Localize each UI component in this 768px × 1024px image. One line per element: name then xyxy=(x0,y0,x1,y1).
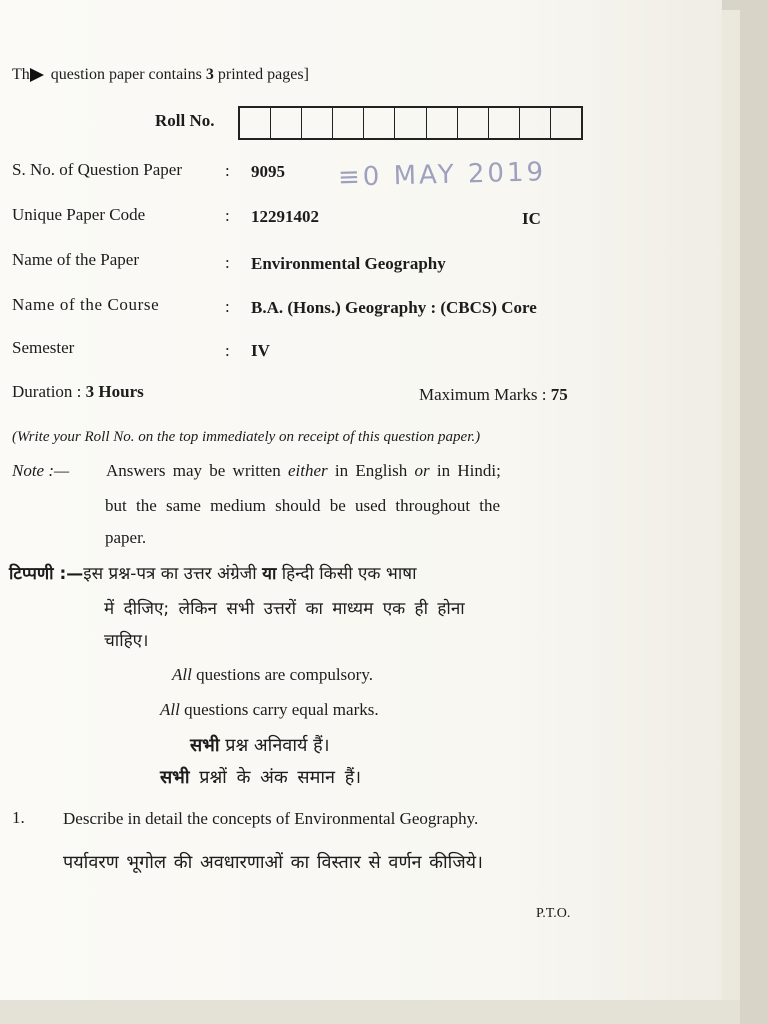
question-text-hi: पर्यावरण भूगोल की अवधारणाओं का विस्तार से वर्णन कीजिये। xyxy=(63,852,483,873)
field-value-course: B.A. (Hons.) Geography : (CBCS) Core xyxy=(251,298,537,317)
roll-number-cell[interactable] xyxy=(427,108,458,138)
roll-number-cell[interactable] xyxy=(240,108,271,138)
field-value-semester: IV xyxy=(251,341,270,360)
hindi-note-line-2: में दीजिए; लेकिन सभी उत्तरों का माध्यम एक ही होना xyxy=(104,599,465,619)
field-value-code: 12291402 xyxy=(251,207,319,226)
roll-number-cell[interactable] xyxy=(520,108,551,138)
roll-number-cell[interactable] xyxy=(271,108,302,138)
colon: : xyxy=(225,161,230,180)
rule-hindi-text: प्रश्नों के अंक समान हैं। xyxy=(199,767,362,788)
rule-text: questions are compulsory. xyxy=(196,665,373,684)
max-marks-value: 75 xyxy=(550,385,568,404)
roll-number-cell[interactable] xyxy=(333,108,364,138)
note-line-1 xyxy=(106,461,501,481)
pages-info xyxy=(12,66,309,84)
note-label: Note :— xyxy=(12,461,70,480)
underlying-page-edge xyxy=(722,10,740,1010)
hindi-note-text: हिन्दी किसी एक भाषा xyxy=(281,564,417,584)
note-line-2: but the same medium should be used throughout the xyxy=(105,496,501,515)
field-label-code: Unique Paper Code xyxy=(12,205,146,224)
note-text: in Hindi; xyxy=(436,461,501,480)
roll-number-cell[interactable] xyxy=(551,108,581,138)
pages-text: question paper contains xyxy=(50,66,202,83)
rule-compulsory xyxy=(172,665,373,685)
note-line-3: paper. xyxy=(105,528,147,547)
rule-text: questions carry equal marks. xyxy=(184,700,379,719)
hindi-note-text: इस प्रश्न-पत्र का उत्तर अंग्रेजी xyxy=(83,564,257,584)
note-em: or xyxy=(414,461,430,480)
hindi-note-line-3: चाहिए। xyxy=(104,631,149,651)
rule-hindi-text: प्रश्न अनिवार्य हैं। xyxy=(225,735,330,756)
max-marks xyxy=(419,385,568,405)
arrow-icon xyxy=(30,68,44,82)
duration-label: Duration : xyxy=(12,382,82,401)
colon: : xyxy=(225,341,230,360)
note-text: Answers may be written xyxy=(106,461,281,480)
field-value-sno: 9095 xyxy=(251,162,285,181)
code-mark: IC xyxy=(522,209,541,228)
hindi-note-label: टिप्पणी :— xyxy=(9,564,84,584)
rule-hindi-em: सभी xyxy=(160,767,190,788)
hindi-note-line-1 xyxy=(9,561,416,584)
field-label-semester: Semester xyxy=(12,338,75,357)
rule-hindi-em: सभी xyxy=(190,735,220,756)
colon: : xyxy=(225,297,230,316)
question-number: 1. xyxy=(12,808,25,827)
rule-hindi-compulsory xyxy=(190,733,330,757)
question-text-en: Describe in detail the concepts of Environmental Geography. xyxy=(63,809,479,828)
colon: : xyxy=(225,206,230,225)
date-stamp: ≡0 MAY 2019 xyxy=(337,157,547,193)
roll-number-cell[interactable] xyxy=(364,108,395,138)
field-value-paper: Environmental Geography xyxy=(251,254,446,273)
roll-instruction: (Write your Roll No. on the top immediately on receipt of this question paper.) xyxy=(12,429,481,445)
rule-em: All xyxy=(160,700,180,719)
field-label-sno: S. No. of Question Paper xyxy=(12,160,182,179)
roll-number-cell[interactable] xyxy=(302,108,333,138)
rule-equal-marks xyxy=(160,700,379,720)
field-label-paper: Name of the Paper xyxy=(12,250,139,269)
pto-label: P.T.O. xyxy=(536,906,571,921)
roll-number-cell[interactable] xyxy=(458,108,489,138)
pages-prefix: Th xyxy=(12,66,30,83)
pages-count: 3 xyxy=(205,66,214,83)
rule-hindi-equal xyxy=(160,765,361,789)
colon: : xyxy=(225,253,230,272)
roll-number-cell[interactable] xyxy=(489,108,520,138)
duration-value: 3 Hours xyxy=(85,382,144,401)
underlying-page-edge-bottom xyxy=(0,1000,740,1024)
rule-em: All xyxy=(172,665,192,684)
roll-number-boxes[interactable] xyxy=(238,106,583,140)
duration xyxy=(12,382,144,402)
field-label-course: Name of the Course xyxy=(12,295,160,314)
roll-number-cell[interactable] xyxy=(395,108,426,138)
pages-suffix: printed pages] xyxy=(217,66,309,83)
roll-label: Roll No. xyxy=(155,111,215,130)
hindi-note-em: या xyxy=(262,564,277,584)
note-em: either xyxy=(287,461,328,480)
max-marks-label: Maximum Marks : xyxy=(419,385,547,404)
note-text: in English xyxy=(334,461,408,480)
